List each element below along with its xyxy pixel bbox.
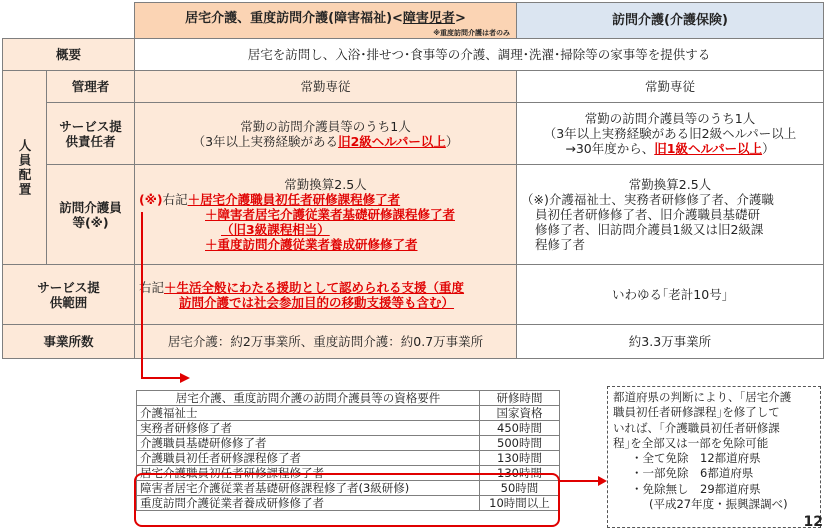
row-label-overview: 概要 [3, 39, 135, 71]
header-disability: 居宅介護、重度訪問介護(障害福祉)<障害児者> ※重度訪問介護は者のみ [135, 3, 517, 39]
table-row: 介護職員初任者研修課程修了者 130時間 [137, 451, 560, 466]
arrow-head-down [180, 373, 190, 383]
qual-header-hours: 研修時間 [480, 391, 560, 406]
table-row: 介護福祉士 国家資格 [137, 406, 560, 421]
table-row: 障害者居宅介護従業者基礎研修課程修了者(3級研修) 50時間 [137, 481, 560, 496]
arrow-line-down [142, 212, 180, 378]
table-row: 重度訪問介護従業者養成研修修了者 10時間以上 [137, 496, 560, 511]
row-label-manager: 管理者 [47, 71, 135, 103]
header-note: ※重度訪問介護は者のみ [433, 29, 510, 37]
helper-left: 常勤換算2.5人 (※)右記＋居宅介護職員初任者研修課程修了者 ＋障害者居宅介護従業者基礎研修課程修了者 （旧3級課程相当） ＋重度訪問介護従業者養成研修修了者 [135, 165, 517, 265]
offices-right: 約3.3万事業所 [517, 325, 824, 359]
arrow-head-right [598, 476, 607, 486]
row-label-service-manager: サービス提供責任者 [47, 103, 135, 165]
helper-right: 常勤換算2.5人 （※)介護福祉士、実務者研修修了者、介護職 員初任者研修修了者、旧介護職員基礎研 修修了者、旧訪問介護員1級又は旧2級課 程修了者 [517, 165, 824, 265]
table-row: 実務者研修修了者 450時間 [137, 421, 560, 436]
page-number: 12 [803, 514, 823, 530]
scope-left: 右記＋生活全般にわたる援助として認められる支援（重度 訪問介護では社会参加目的の移動支援等も含む） [135, 265, 517, 325]
highlight-old-level1: 旧1級ヘルパー以上 [654, 141, 763, 156]
row-label-scope: サービス提供範囲 [3, 265, 135, 325]
header-care-insurance: 訪問介護(介護保険) [517, 3, 824, 39]
group-label-staffing: 人員配置 [3, 71, 47, 265]
highlight-old-level2: 旧2級ヘルパー以上 [338, 133, 446, 149]
manager-right: 常勤専従 [517, 71, 824, 103]
qual-header-name: 居宅介護、重度訪問介護の訪問介護員等の資格要件 [137, 391, 480, 406]
manager-left: 常勤専従 [135, 71, 517, 103]
highlight-box [134, 473, 560, 527]
row-label-offices: 事業所数 [3, 325, 135, 359]
scope-right: いわゆる｢老計10号｣ [517, 265, 824, 325]
table-row: 居宅介護職員初任者研修課程修了者 130時間 [137, 466, 560, 481]
table-row: 介護職員基礎研修修了者 500時間 [137, 436, 560, 451]
service-manager-left: 常勤の訪問介護員等のうち1人 （3年以上実務経験がある旧2級ヘルパー以上） [135, 103, 517, 165]
service-manager-right: 常勤の訪問介護員等のうち1人 （3年以上実務経験がある旧2級ヘルパー以上 →30年度から、旧1級ヘルパー以上） [517, 103, 824, 165]
row-label-helper: 訪問介護員等(※) [47, 165, 135, 265]
overview-value: 居宅を訪問し、入浴･排せつ･食事等の介護、調理･洗濯･掃除等の家事等を提供する [135, 39, 824, 71]
header-em: 障害児者 [402, 10, 455, 26]
exemption-note: 都道府県の判断により、｢居宅介護 職員初任者研修課程｣を修了して いれば、｢介護職員初任者研修課 程｣を全部又は一部を免除可能 ・全て免除 12都道府県 ・一部免除 6都道府県 ・免除無し 29都道府県 (平成27年度・振興課調べ) [607, 386, 821, 528]
offices-left: 居宅介護：約2万事業所、重度訪問介護：約0.7万事業所 [135, 325, 517, 359]
